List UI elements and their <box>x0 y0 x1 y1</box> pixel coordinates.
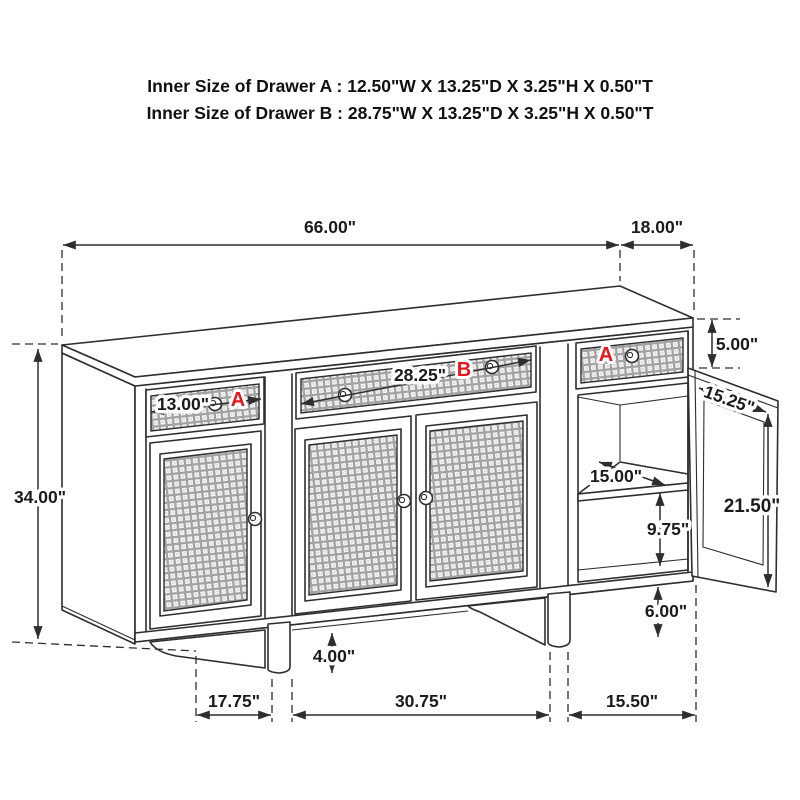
middle-bracket-foot <box>468 598 545 645</box>
dim-middle-clearance <box>313 633 355 673</box>
door-left-knob <box>249 513 262 526</box>
door-left-cane-panel <box>164 449 247 611</box>
shelf-depth-label: 15.00" <box>589 466 643 486</box>
door-left <box>150 431 261 629</box>
door-middle-left <box>295 416 411 614</box>
drawer-a-right-marker: A <box>598 344 614 366</box>
overall-width-label: 66.00" <box>303 217 357 237</box>
drawer-face-height-label: 5.00" <box>715 334 759 354</box>
dim-bottom-clearance <box>645 587 687 637</box>
depth-label: 18.00" <box>630 217 684 237</box>
drawer-b-inner-size-text: Inner Size of Drawer B : 28.75"W X 13.25"D X 3.25"H X 0.50"T <box>146 103 654 123</box>
right-front-leg <box>548 592 570 647</box>
drawer-b-marker: B <box>456 359 472 381</box>
bottom-clearance-label: 6.00" <box>644 601 688 621</box>
drawer-a-right-knob <box>626 350 639 363</box>
middle-section-label: 30.75" <box>394 691 448 711</box>
drawer-a-inner-size-text: Inner Size of Drawer A : 12.50"W X 13.25"D X 3.25"H X 0.50"T <box>147 76 653 96</box>
left-section-label: 17.75" <box>207 691 261 711</box>
door-middle-left-knob <box>398 495 411 508</box>
shelf-to-bottom-label: 9.75" <box>646 519 690 539</box>
door-height-label: 21.50" <box>723 496 781 517</box>
left-side-panel <box>62 353 135 644</box>
right-section-label: 15.50" <box>605 691 659 711</box>
door-middle-right-cane-panel <box>430 421 523 581</box>
drawer-b-width-label: 28.25" <box>393 365 447 385</box>
height-label: 34.00" <box>13 487 67 507</box>
door-middle-right <box>416 402 537 600</box>
door-middle-left-cane-panel <box>309 435 397 595</box>
middle-clearance-label: 4.00" <box>312 646 356 666</box>
left-front-leg <box>268 622 290 673</box>
title-block <box>147 76 654 123</box>
dim-drawer-face-height <box>697 319 758 368</box>
drawer-a-width-label: 13.00" <box>156 394 210 414</box>
door-width-label: 15.25" <box>701 381 758 418</box>
drawer-a-left-marker: A <box>230 389 246 411</box>
door-middle-right-knob <box>420 492 433 505</box>
